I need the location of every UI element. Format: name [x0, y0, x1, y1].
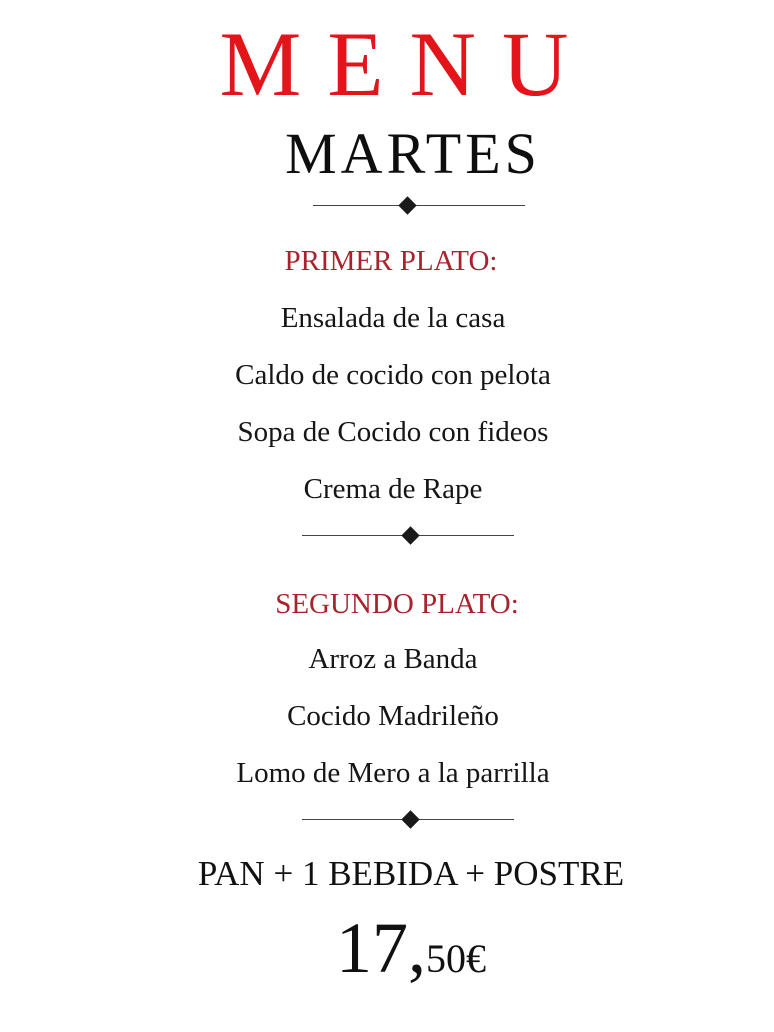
divider — [302, 526, 514, 546]
price-integer: 17 — [336, 908, 408, 988]
price-decimal: 50€ — [426, 936, 486, 981]
first-course-heading: PRIMER PLATO: — [284, 245, 498, 277]
price-separator: , — [408, 908, 426, 988]
first-course-dish: Ensalada de la casa — [280, 302, 506, 334]
menu-includes: PAN + 1 BEBIDA + POSTRE — [197, 854, 625, 893]
diamond-icon — [401, 526, 419, 544]
second-course-dish: Cocido Madrileño — [287, 700, 499, 732]
divider — [313, 196, 525, 216]
first-course-dish: Crema de Rape — [303, 473, 483, 505]
diamond-icon — [398, 196, 416, 214]
divider — [302, 810, 514, 830]
first-course-dish: Sopa de Cocido con fideos — [237, 416, 549, 448]
second-course-dish: Arroz a Banda — [308, 643, 478, 675]
second-course-heading: SEGUNDO PLATO: — [275, 588, 519, 620]
second-course-dish: Lomo de Mero a la parrilla — [236, 757, 550, 789]
menu-price — [24, 908, 774, 988]
diamond-icon — [401, 810, 419, 828]
day-heading: MARTES — [285, 121, 541, 186]
menu-title: MENU — [219, 13, 595, 115]
first-course-dish: Caldo de cocido con pelota — [235, 359, 551, 391]
